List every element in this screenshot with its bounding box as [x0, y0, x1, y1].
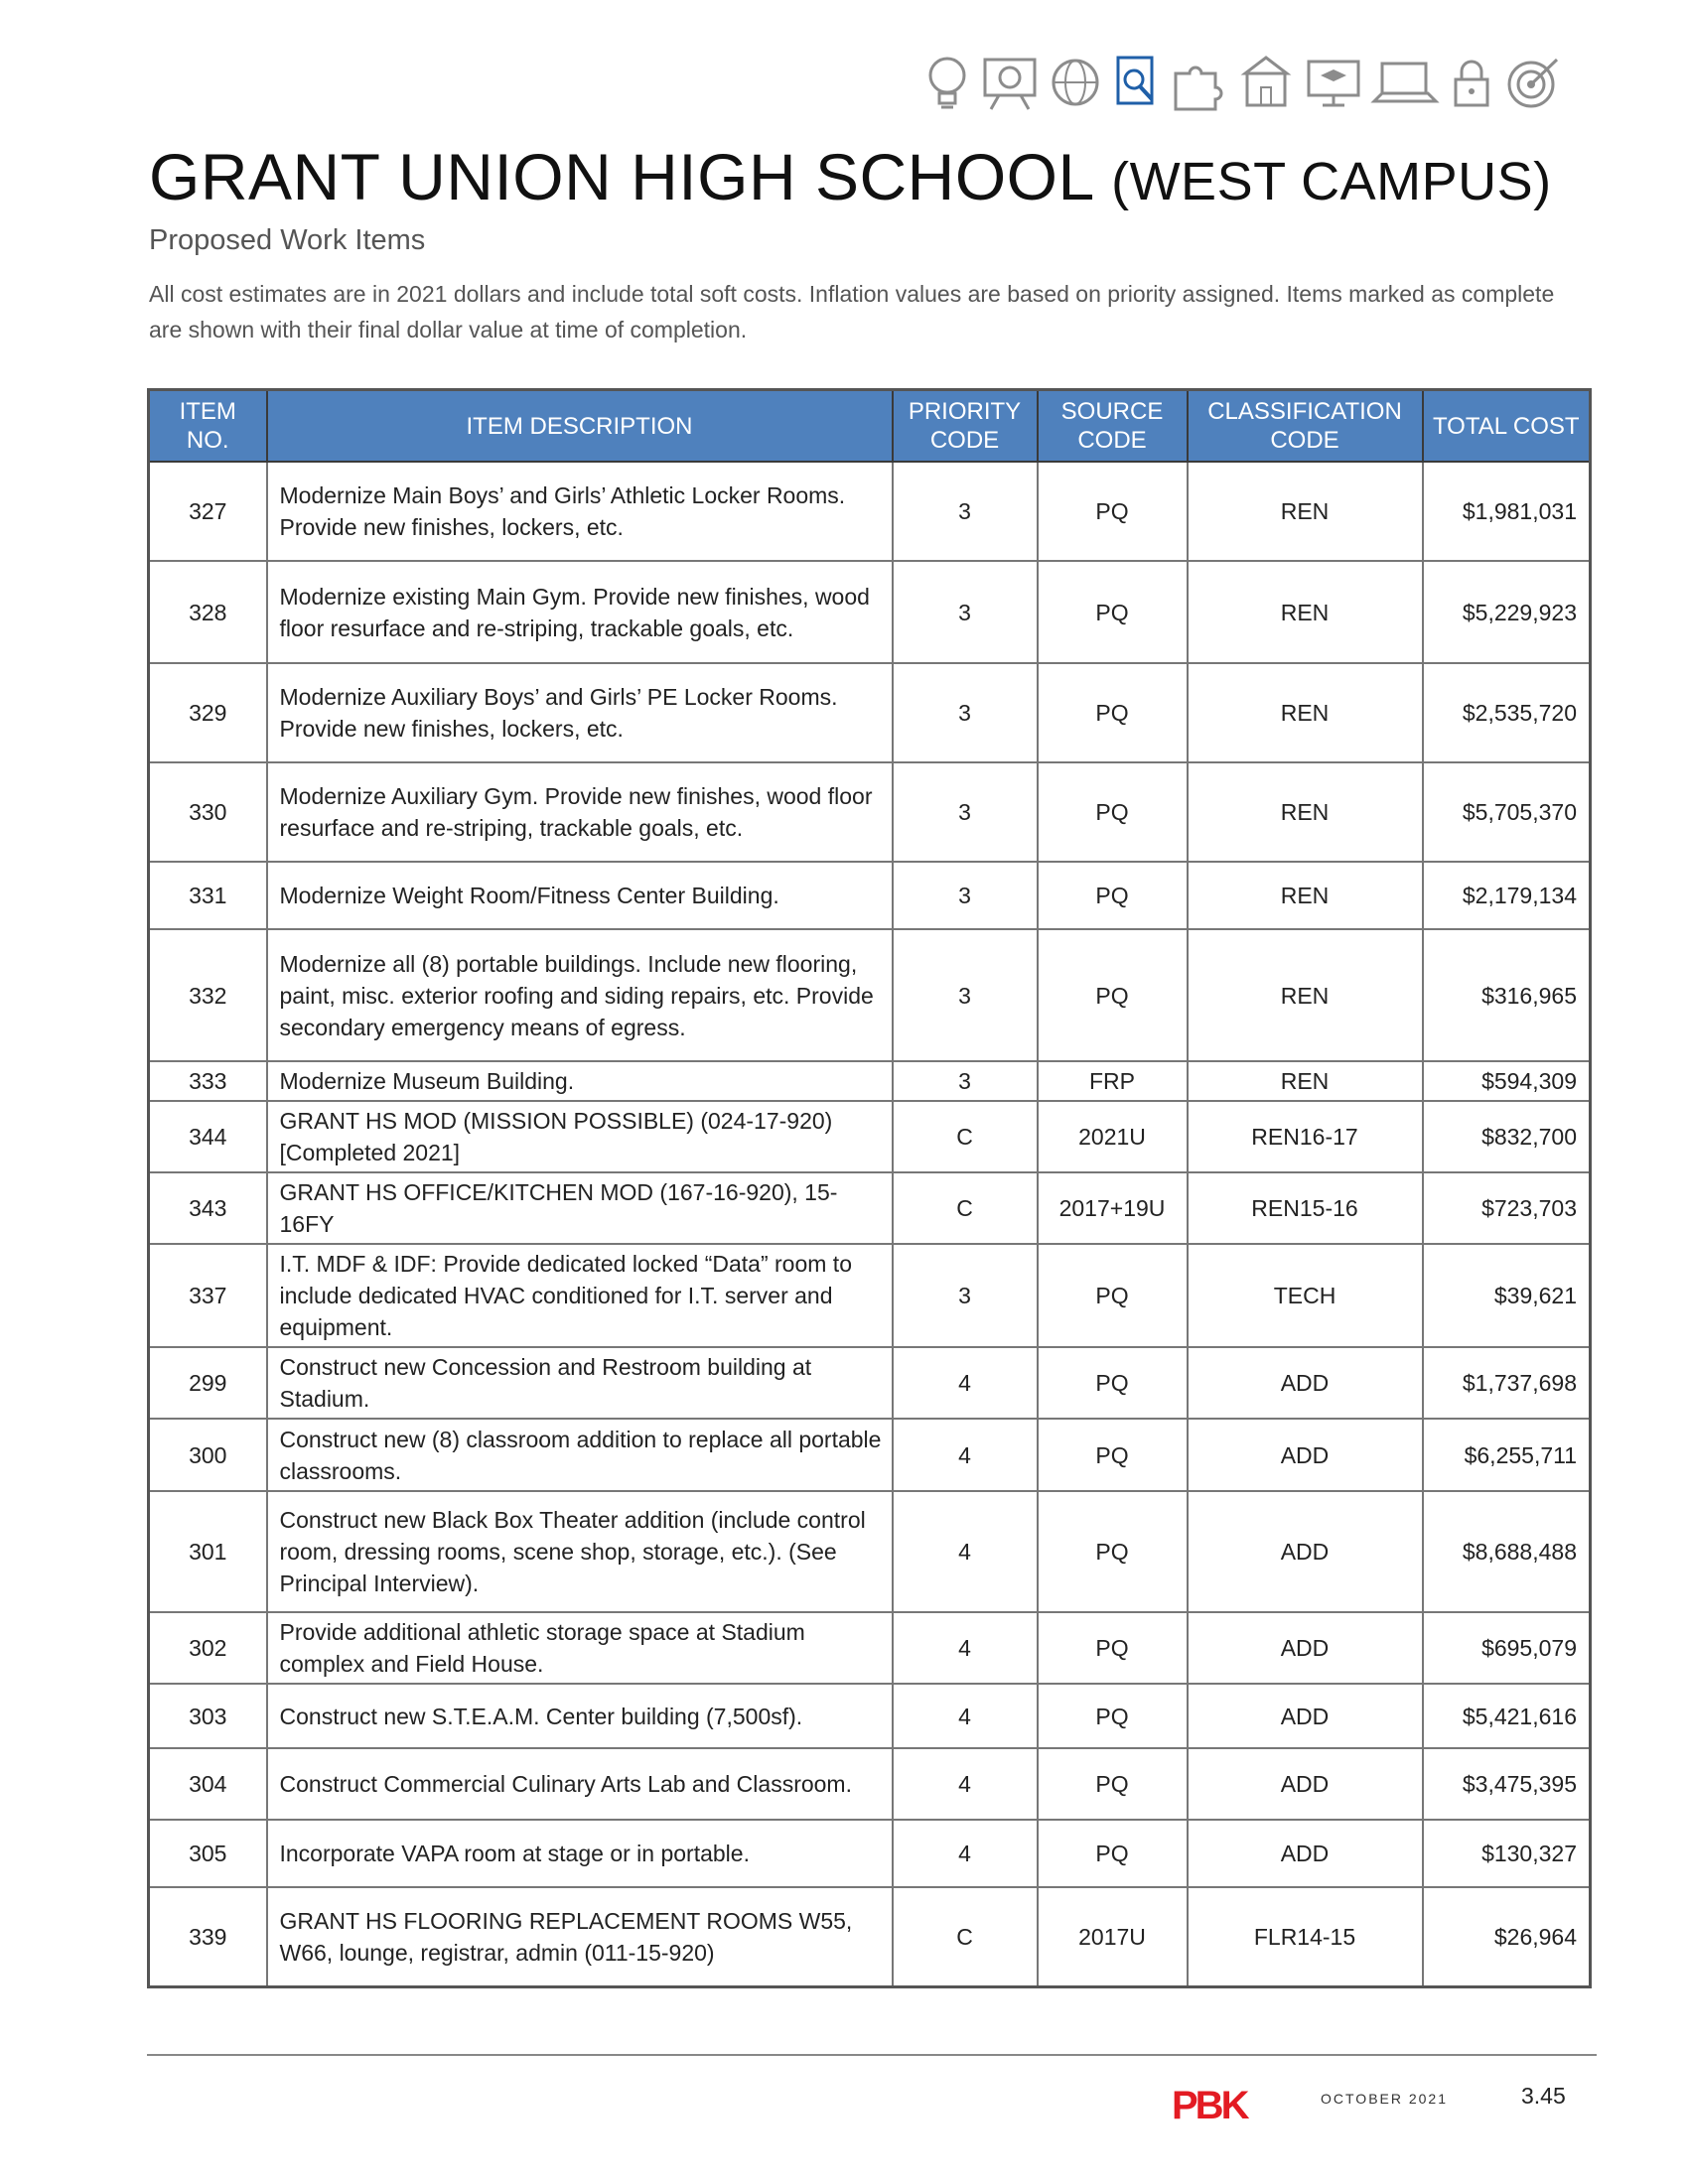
table-row [149, 929, 1591, 1061]
header-icon-strip [921, 52, 1563, 113]
priority-code: 4 [893, 1748, 1038, 1820]
total-cost: $695,079 [1423, 1612, 1591, 1684]
priority-code: 3 [893, 561, 1038, 663]
table-row [149, 1491, 1591, 1612]
classification-code: TECH [1188, 1244, 1423, 1347]
item-no: 333 [149, 1061, 267, 1101]
item-description: Modernize Museum Building. [267, 1061, 893, 1101]
priority-code: 4 [893, 1347, 1038, 1419]
item-description: Construct new (8) classroom addition to replace all portable classrooms. [267, 1419, 893, 1491]
classification-code: ADD [1188, 1491, 1423, 1612]
item-description: I.T. MDF & IDF: Provide dedicated locked “Data” room to include dedicated HVAC conditioned for I.T. server and equipment. [267, 1244, 893, 1347]
source-code: PQ [1038, 1419, 1188, 1491]
table-row [149, 462, 1591, 561]
source-code: PQ [1038, 663, 1188, 762]
table-row [149, 1061, 1591, 1101]
footer-divider [147, 2054, 1597, 2056]
classification-code: REN16-17 [1188, 1101, 1423, 1172]
item-description: Modernize all (8) portable buildings. Include new flooring, paint, misc. exterior roofing and siding repairs, etc. Provide secondary emergency means of egress. [267, 929, 893, 1061]
header-classification-code: CLASSIFICATION CODE [1188, 390, 1423, 463]
item-no: 299 [149, 1347, 267, 1419]
priority-code: C [893, 1101, 1038, 1172]
item-no: 332 [149, 929, 267, 1061]
total-cost: $130,327 [1423, 1820, 1591, 1887]
source-code: PQ [1038, 862, 1188, 929]
item-description: Modernize Auxiliary Boys’ and Girls’ PE Locker Rooms. Provide new finishes, lockers, etc. [267, 663, 893, 762]
priority-code: 4 [893, 1419, 1038, 1491]
item-no: 330 [149, 762, 267, 862]
source-code: PQ [1038, 1684, 1188, 1748]
source-code: PQ [1038, 762, 1188, 862]
source-code: PQ [1038, 1820, 1188, 1887]
priority-code: 4 [893, 1612, 1038, 1684]
total-cost: $5,705,370 [1423, 762, 1591, 862]
classification-code: ADD [1188, 1748, 1423, 1820]
total-cost: $594,309 [1423, 1061, 1591, 1101]
table-row [149, 1684, 1591, 1748]
page-subtitle: Proposed Work Items [149, 224, 426, 256]
item-description: GRANT HS FLOORING REPLACEMENT ROOMS W55, W66, lounge, registrar, admin (011-15-920) [267, 1887, 893, 1986]
classification-code: REN [1188, 663, 1423, 762]
priority-code: 3 [893, 762, 1038, 862]
work-items-table [147, 388, 1592, 1988]
item-description: GRANT HS OFFICE/KITCHEN MOD (167-16-920), 15-16FY [267, 1172, 893, 1244]
total-cost: $3,475,395 [1423, 1748, 1591, 1820]
priority-code: 3 [893, 929, 1038, 1061]
source-code: PQ [1038, 1748, 1188, 1820]
classification-code: REN [1188, 561, 1423, 663]
item-description: Modernize Weight Room/Fitness Center Building. [267, 862, 893, 929]
item-description: Construct new Concession and Restroom building at Stadium. [267, 1347, 893, 1419]
item-no: 344 [149, 1101, 267, 1172]
item-description: Modernize Main Boys’ and Girls’ Athletic Locker Rooms. Provide new finishes, lockers, etc. [267, 462, 893, 561]
item-description: Construct new S.T.E.A.M. Center building (7,500sf). [267, 1684, 893, 1748]
target-icon [1503, 52, 1563, 113]
total-cost: $316,965 [1423, 929, 1591, 1061]
total-cost: $2,179,134 [1423, 862, 1591, 929]
presentation-board-icon [979, 52, 1041, 113]
table-header-row [149, 390, 1591, 463]
priority-code: 3 [893, 462, 1038, 561]
item-no: 303 [149, 1684, 267, 1748]
total-cost: $5,229,923 [1423, 561, 1591, 663]
table-row [149, 1820, 1591, 1887]
table-row [149, 1172, 1591, 1244]
item-no: 327 [149, 462, 267, 561]
total-cost: $723,703 [1423, 1172, 1591, 1244]
priority-code: 3 [893, 1061, 1038, 1101]
priority-code: 4 [893, 1820, 1038, 1887]
priority-code: C [893, 1887, 1038, 1986]
header-source-code: SOURCE CODE [1038, 390, 1188, 463]
document-search-icon [1110, 52, 1162, 113]
table-row [149, 1887, 1591, 1986]
item-no: 343 [149, 1172, 267, 1244]
total-cost: $2,535,720 [1423, 663, 1591, 762]
page-title [149, 139, 1552, 214]
source-code: 2017U [1038, 1887, 1188, 1986]
item-description: Construct new Black Box Theater addition (include control room, dressing rooms, scene shop, storage, etc.). (See Principal Interview). [267, 1491, 893, 1612]
total-cost: $832,700 [1423, 1101, 1591, 1172]
priority-code: 3 [893, 663, 1038, 762]
item-description: GRANT HS MOD (MISSION POSSIBLE) (024-17-920) [Completed 2021] [267, 1101, 893, 1172]
padlock-icon [1446, 52, 1497, 113]
table-row [149, 1101, 1591, 1172]
item-description: Construct Commercial Culinary Arts Lab and Classroom. [267, 1748, 893, 1820]
table-row [149, 862, 1591, 929]
title-sub: (WEST CAMPUS) [1111, 152, 1552, 211]
source-code: PQ [1038, 929, 1188, 1061]
item-no: 301 [149, 1491, 267, 1612]
total-cost: $6,255,711 [1423, 1419, 1591, 1491]
table-row [149, 1419, 1591, 1491]
item-description: Modernize Auxiliary Gym. Provide new finishes, wood floor resurface and re-striping, trackable goals, etc. [267, 762, 893, 862]
total-cost: $5,421,616 [1423, 1684, 1591, 1748]
source-code: PQ [1038, 1244, 1188, 1347]
source-code: PQ [1038, 561, 1188, 663]
priority-code: 4 [893, 1491, 1038, 1612]
total-cost: $1,737,698 [1423, 1347, 1591, 1419]
classification-code: REN [1188, 929, 1423, 1061]
table-row [149, 561, 1591, 663]
classification-code: REN [1188, 1061, 1423, 1101]
pbk-logo [1172, 2085, 1275, 2124]
item-description: Modernize existing Main Gym. Provide new finishes, wood floor resurface and re-striping, trackable goals, etc. [267, 561, 893, 663]
source-code: FRP [1038, 1061, 1188, 1101]
header-item-no: ITEM NO. [149, 390, 267, 463]
classification-code: ADD [1188, 1684, 1423, 1748]
source-code: 2021U [1038, 1101, 1188, 1172]
pbk-logo-text: PBK [1172, 2085, 1247, 2124]
footer-date: OCTOBER 2021 [1321, 2091, 1449, 2107]
total-cost: $39,621 [1423, 1244, 1591, 1347]
total-cost: $26,964 [1423, 1887, 1591, 1986]
item-no: 339 [149, 1887, 267, 1986]
classification-code: REN [1188, 862, 1423, 929]
cost-note: All cost estimates are in 2021 dollars and include total soft costs. Inflation values are based on priority assigned. Items marked as complete are shown with their final dollar value at time of completion. [149, 281, 1555, 342]
priority-code: C [893, 1172, 1038, 1244]
item-no: 337 [149, 1244, 267, 1347]
item-description: Provide additional athletic storage space at Stadium complex and Field House. [267, 1612, 893, 1684]
classification-code: ADD [1188, 1612, 1423, 1684]
graduation-monitor-icon [1303, 52, 1364, 113]
school-building-icon [1235, 52, 1297, 113]
source-code: PQ [1038, 462, 1188, 561]
page-number: 3.45 [1521, 2083, 1566, 2109]
table-row [149, 1748, 1591, 1820]
classification-code: REN15-16 [1188, 1172, 1423, 1244]
table-row [149, 1244, 1591, 1347]
globe-icon [1047, 52, 1104, 113]
classification-code: FLR14-15 [1188, 1887, 1423, 1986]
item-no: 329 [149, 663, 267, 762]
table-row [149, 1612, 1591, 1684]
item-no: 305 [149, 1820, 267, 1887]
total-cost: $1,981,031 [1423, 462, 1591, 561]
table-row [149, 762, 1591, 862]
header-item-description: ITEM DESCRIPTION [267, 390, 893, 463]
classification-code: REN [1188, 462, 1423, 561]
item-no: 328 [149, 561, 267, 663]
item-no: 300 [149, 1419, 267, 1491]
puzzle-icon [1168, 52, 1229, 113]
priority-code: 3 [893, 862, 1038, 929]
classification-code: ADD [1188, 1347, 1423, 1419]
laptop-icon [1370, 52, 1440, 113]
classification-code: REN [1188, 762, 1423, 862]
source-code: 2017+19U [1038, 1172, 1188, 1244]
total-cost: $8,688,488 [1423, 1491, 1591, 1612]
item-no: 304 [149, 1748, 267, 1820]
source-code: PQ [1038, 1347, 1188, 1419]
classification-code: ADD [1188, 1820, 1423, 1887]
header-priority-code: PRIORITY CODE [893, 390, 1038, 463]
table-row [149, 663, 1591, 762]
table-row [149, 1347, 1591, 1419]
classification-code: ADD [1188, 1419, 1423, 1491]
lightbulb-icon [921, 52, 973, 113]
source-code: PQ [1038, 1612, 1188, 1684]
title-main: GRANT UNION HIGH SCHOOL [149, 140, 1093, 213]
item-no: 331 [149, 862, 267, 929]
header-total-cost: TOTAL COST [1423, 390, 1591, 463]
item-description: Incorporate VAPA room at stage or in portable. [267, 1820, 893, 1887]
priority-code: 3 [893, 1244, 1038, 1347]
priority-code: 4 [893, 1684, 1038, 1748]
source-code: PQ [1038, 1491, 1188, 1612]
item-no: 302 [149, 1612, 267, 1684]
